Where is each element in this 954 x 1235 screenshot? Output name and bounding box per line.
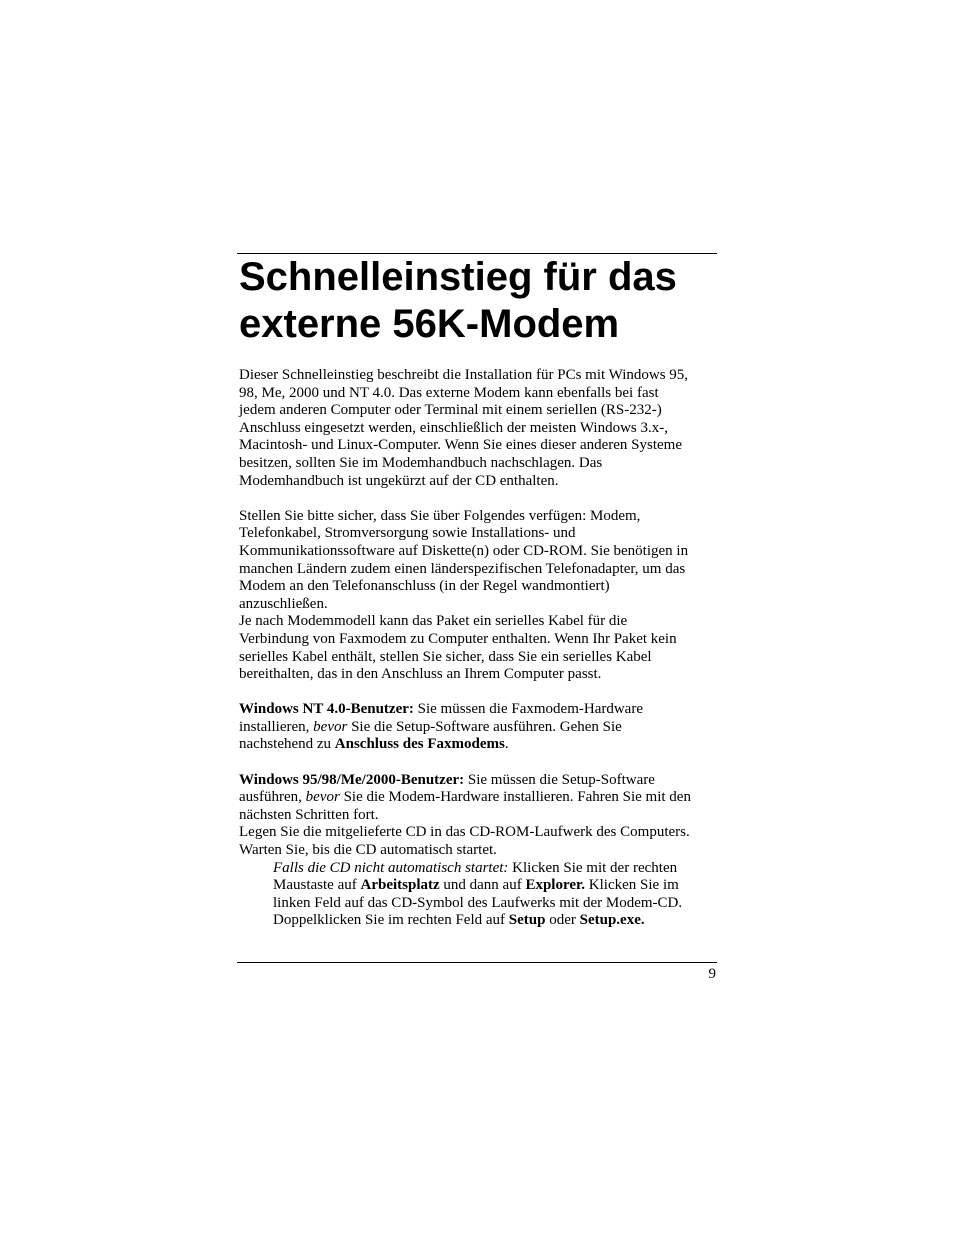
- document-body: [239, 367, 719, 930]
- paragraph-gap: [239, 684, 719, 702]
- text-line: Stellen Sie bitte sicher, dass Sie über Folgendes verfügen: Modem,: [239, 507, 641, 524]
- nt-users-label: Windows NT 4.0-Benutzer:: [239, 701, 414, 718]
- page-title: [239, 254, 719, 348]
- intro-paragraph: [239, 367, 719, 490]
- text-run: Sie die Modem-Hardware installieren. Fahren Sie mit den: [339, 789, 691, 806]
- nt-users-paragraph: [239, 701, 719, 754]
- emphasis: bevor: [313, 718, 348, 735]
- text-run: installieren,: [239, 718, 314, 735]
- page-number: 9: [708, 966, 716, 982]
- file-reference: Setup: [508, 912, 546, 929]
- text-line: Telefonkabel, Stromversorgung sowie Installations- und: [239, 525, 576, 542]
- text-run: ausführen,: [239, 789, 306, 806]
- text-line: Macintosh- und Linux-Computer. Wenn Sie eines dieser anderen Systeme: [239, 437, 683, 454]
- text-line: Legen Sie die mitgelieferte CD in das CD-ROM-Laufwerk des Computers.: [239, 824, 690, 841]
- menu-reference: Arbeitsplatz: [360, 877, 440, 894]
- win9x-users-label: Windows 95/98/Me/2000-Benutzer:: [239, 771, 465, 788]
- text-line: Je nach Modemmodell kann das Paket ein serielles Kabel für die: [239, 613, 628, 630]
- paragraph-gap: [239, 490, 719, 508]
- title-line: externe 56K-Modem: [239, 302, 620, 346]
- text-run: oder: [545, 912, 580, 929]
- text-line: bereithalten, das in den Anschluss an Ihrem Computer passt.: [239, 666, 602, 683]
- text-run: Maustaste auf: [273, 877, 361, 894]
- emphasis: bevor: [305, 789, 340, 806]
- text-run: Sie müssen die Faxmodem-Hardware: [413, 701, 643, 718]
- text-run: Doppelklicken Sie im rechten Feld auf: [273, 912, 509, 929]
- text-line: anzuschließen.: [239, 595, 328, 612]
- text-line: [239, 789, 719, 807]
- footer-rule: [237, 962, 717, 963]
- text-line: Kommunikationssoftware auf Diskette(n) oder CD-ROM. Sie benötigen in: [239, 542, 689, 559]
- emphasis: Falls die CD nicht automatisch startet:: [273, 859, 509, 876]
- text-run: Klicken Sie im: [585, 877, 679, 894]
- text-line: [239, 736, 719, 754]
- text-line: serielles Kabel enthält, stellen Sie sicher, dass Sie ein serielles Kabel: [239, 648, 652, 665]
- text-line: Verbindung von Faxmodem zu Computer enthalten. Wenn Ihr Paket kein: [239, 630, 677, 647]
- text-run: und dann auf: [439, 877, 526, 894]
- text-run: Sie die Setup-Software ausführen. Gehen Sie: [347, 718, 622, 735]
- text-run: Klicken Sie mit der rechten: [508, 859, 678, 876]
- text-line: 98, Me, 2000 und NT 4.0. Das externe Modem kann ebenfalls bei fast: [239, 384, 659, 401]
- text-line: [239, 860, 719, 878]
- text-line: [239, 772, 719, 790]
- text-line: manchen Ländern zudem einen länderspezifischen Telefonadapter, um das: [239, 560, 686, 577]
- text-line: [239, 701, 719, 719]
- text-line: Warten Sie, bis die CD automatisch startet.: [239, 842, 497, 859]
- text-line: linken Feld auf das CD-Symbol des Laufwerks mit der Modem-CD.: [273, 894, 683, 911]
- menu-reference: Explorer.: [525, 877, 586, 894]
- requirements-paragraph: [239, 508, 719, 684]
- text-line: Dieser Schnelleinstieg beschreibt die Installation für PCs mit Windows 95,: [239, 367, 689, 383]
- text-line: Modemhandbuch ist ungekürzt auf der CD enthalten.: [239, 472, 559, 489]
- win9x-users-paragraph: [239, 772, 719, 860]
- file-reference: Setup.exe.: [579, 912, 645, 929]
- text-run: nachstehend zu: [239, 736, 335, 753]
- autorun-note: [239, 860, 719, 930]
- text-line: [239, 912, 719, 930]
- section-reference: Anschluss des Faxmodems: [334, 736, 505, 753]
- text-line: [239, 877, 719, 895]
- text-run: .: [504, 736, 509, 753]
- text-line: Anschluss eingesetzt werden, einschließlich der meisten Windows 3.x-,: [239, 419, 669, 436]
- text-run: Sie müssen die Setup-Software: [464, 771, 655, 788]
- title-line: Schnelleinstieg für das: [239, 255, 677, 299]
- text-line: jedem anderen Computer oder Terminal mit einem seriellen (RS-232-): [239, 402, 662, 419]
- text-line: nächsten Schritten fort.: [239, 806, 379, 823]
- text-line: Modem an den Telefonanschluss (in der Regel wandmontiert): [239, 578, 610, 595]
- paragraph-gap: [239, 754, 719, 772]
- text-line: [239, 719, 719, 737]
- text-line: besitzen, sollten Sie im Modemhandbuch nachschlagen. Das: [239, 454, 603, 471]
